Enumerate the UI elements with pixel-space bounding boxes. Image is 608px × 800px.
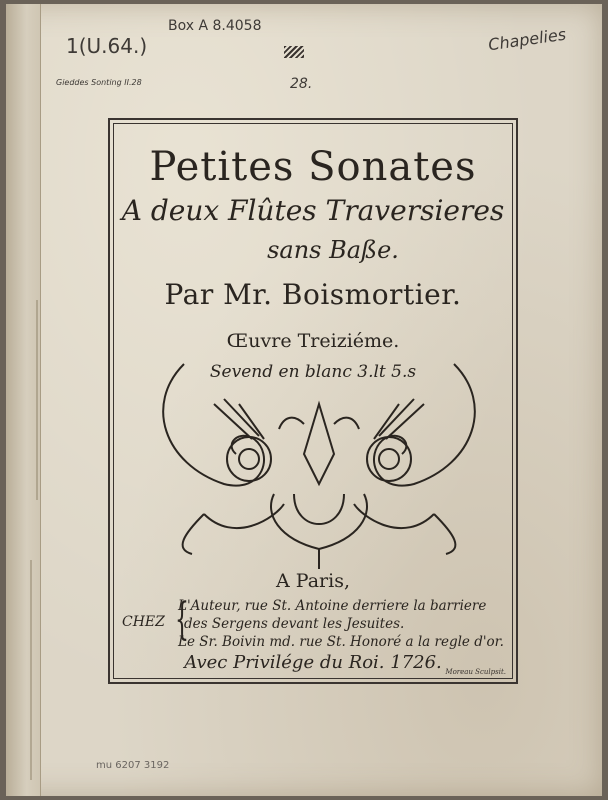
price-line: Sevend en blanc 3.lt 5.s — [209, 362, 417, 382]
crease — [30, 560, 32, 780]
imprint-address-1: L'Auteur, rue St. Antoine derriere la barriere — [178, 598, 487, 614]
imprint-address-2: des Sergens devant les Jesuites. — [184, 616, 405, 632]
plate-inner-border — [113, 123, 513, 679]
engraver-credit: Moreau Sculpsit. — [445, 668, 506, 676]
scribble-mark — [284, 46, 304, 58]
opus-line: Œuvre Treiziéme. — [226, 330, 400, 352]
title-line-3: sans Baße. — [267, 236, 399, 264]
gieddes-note: Gieddes Sonting II.28 — [56, 78, 142, 87]
composer-line: Par Mr. Boismortier. — [164, 278, 462, 311]
privilege-line: Avec Privilége du Roi. 1726. — [184, 652, 442, 673]
page-number: 28. — [290, 76, 313, 92]
crease — [36, 300, 38, 500]
title-line-1: Petites Sonates — [149, 144, 477, 190]
engraved-plate — [108, 118, 518, 684]
signature: Chapelies — [487, 24, 568, 55]
imprint-chez: CHEZ — [122, 614, 165, 630]
imprint-address-3: Le Sr. Boivin md. rue St. Honoré a la regle d'or. — [178, 634, 504, 650]
shelf-stamp: mu 6207 3192 — [96, 760, 170, 771]
brace-icon: { — [175, 594, 189, 645]
imprint-city: A Paris, — [276, 570, 350, 592]
box-number: Box A 8.4058 — [168, 18, 262, 34]
title-line-2: A deux Flûtes Traversieres — [121, 194, 505, 227]
ornament-cartouche-icon — [144, 344, 494, 574]
call-number: 1(U.64.) — [66, 34, 148, 58]
